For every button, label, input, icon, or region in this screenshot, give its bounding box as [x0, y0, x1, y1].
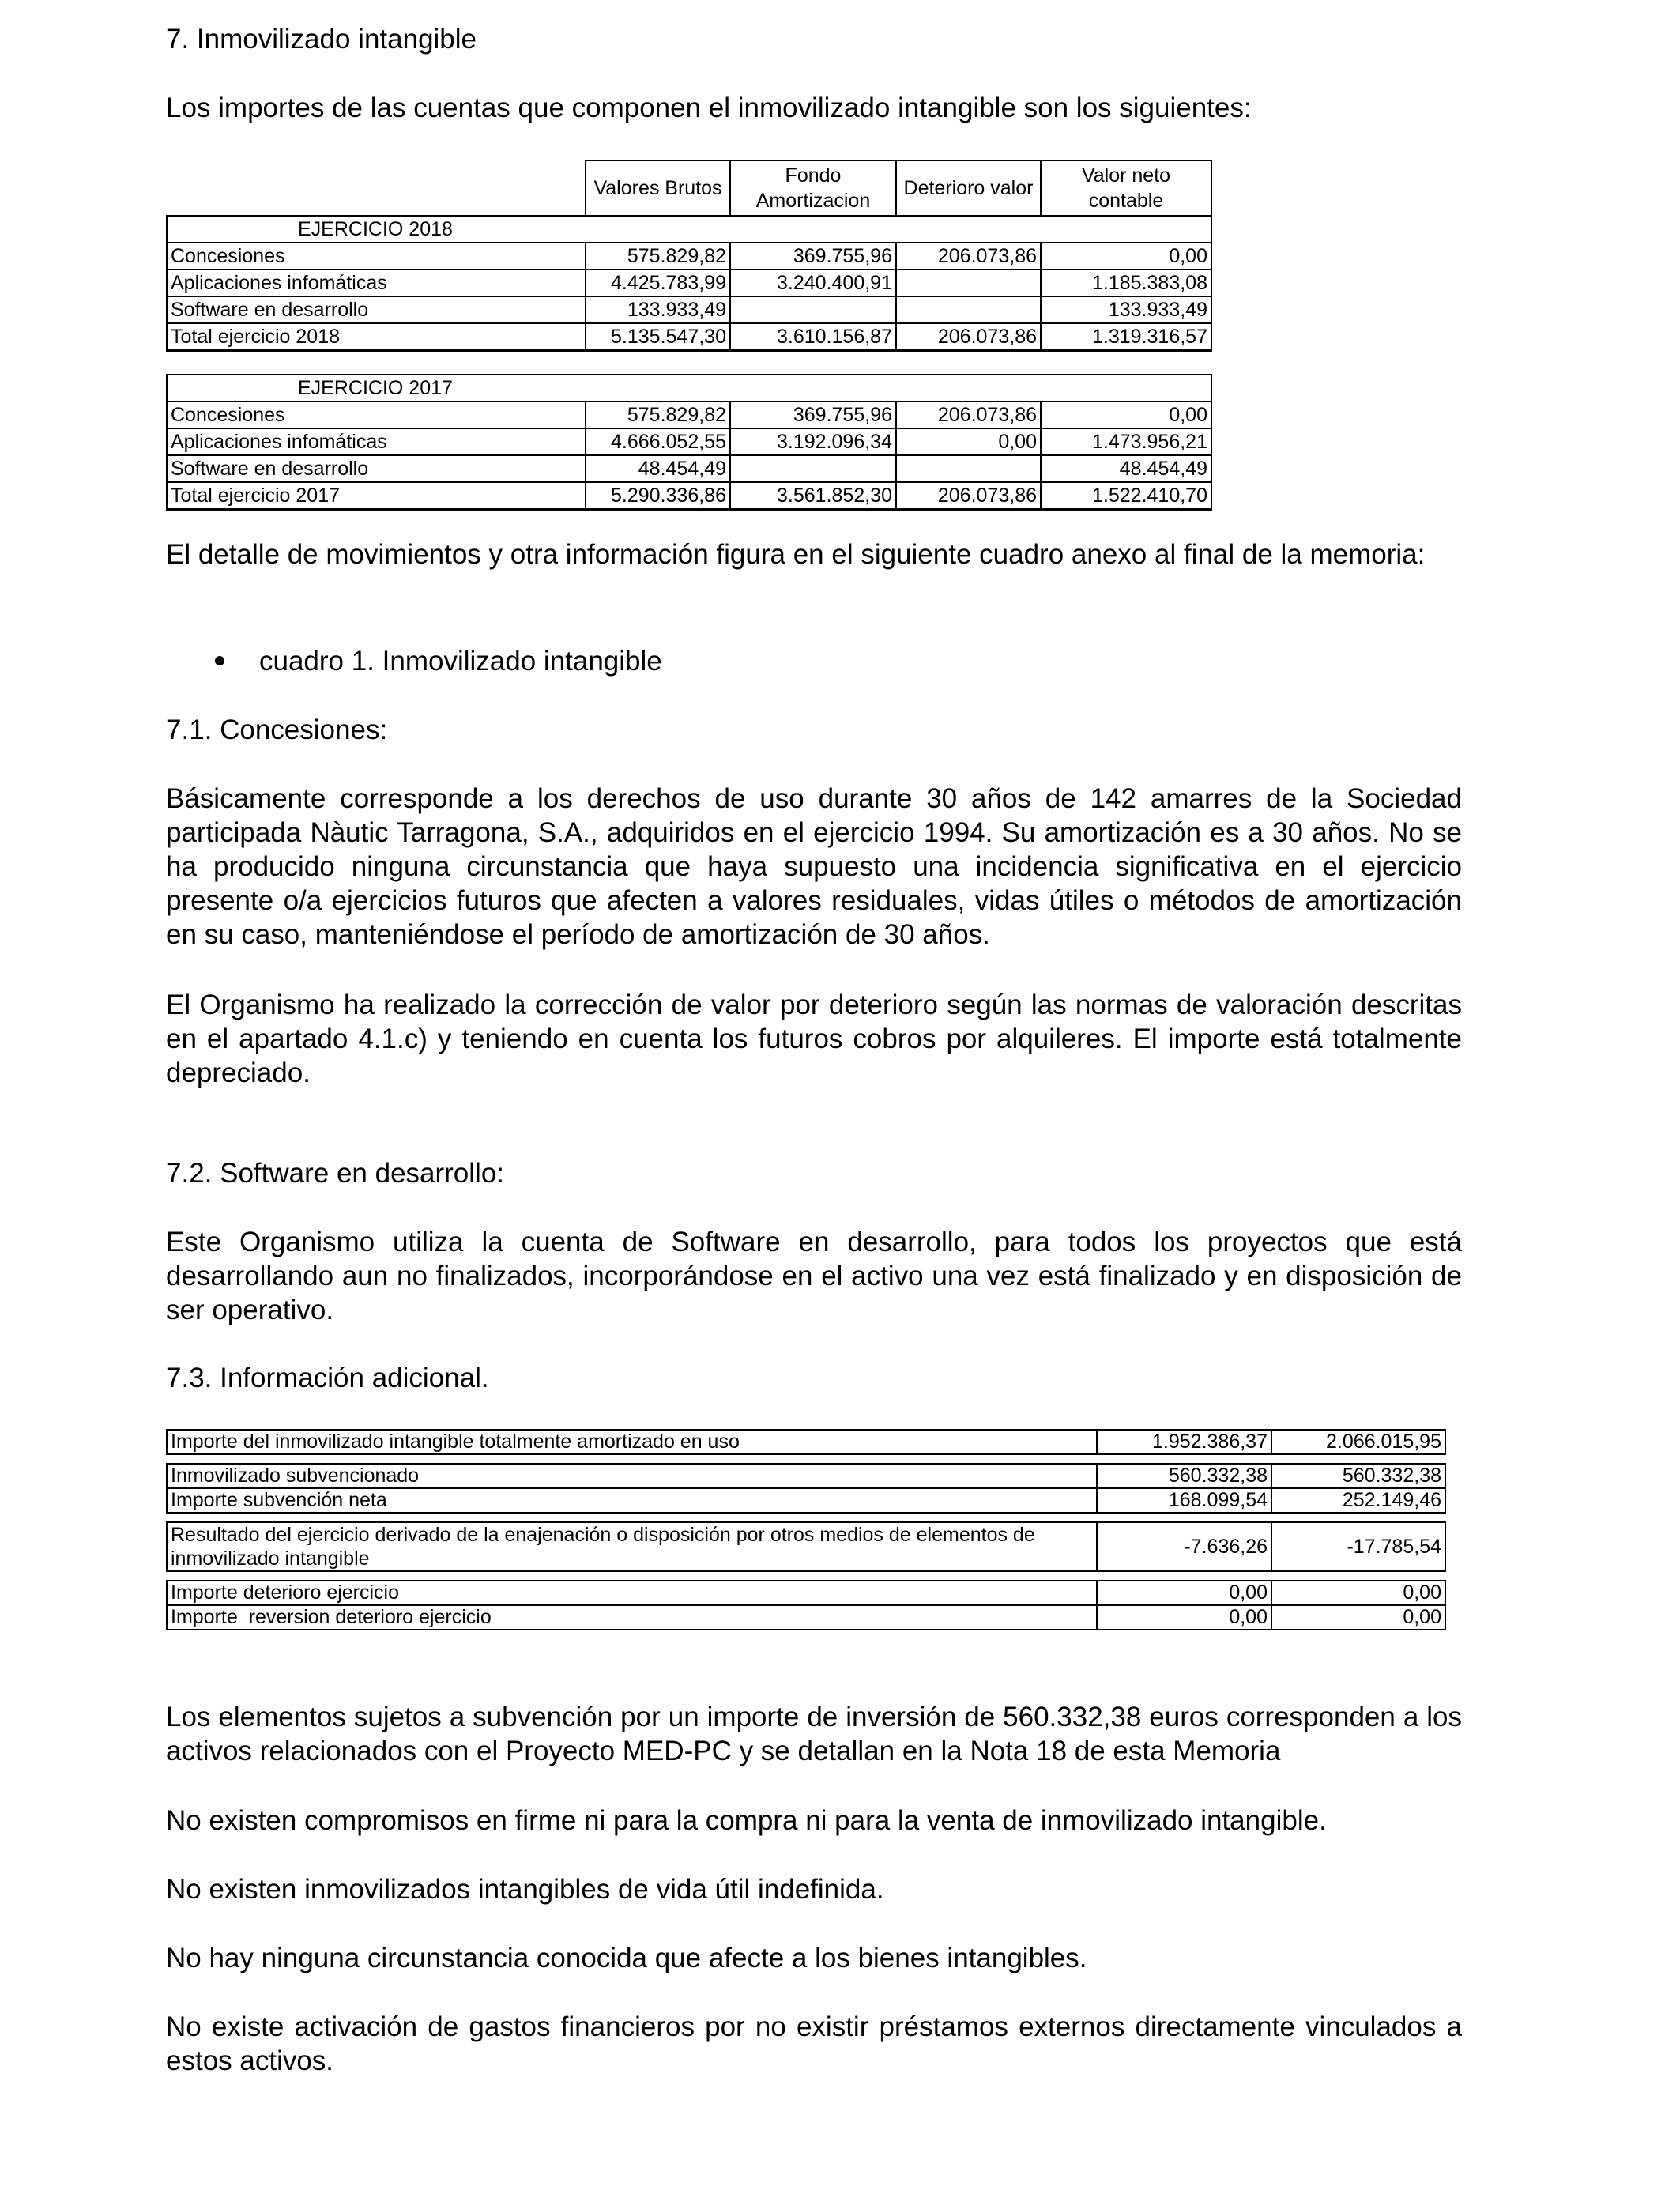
cell-value: 560.332,38 [1097, 1464, 1271, 1488]
bullet-list-item [215, 644, 662, 679]
cell-value: 206.073,86 [896, 401, 1041, 428]
cell-value: 0,00 [1271, 1581, 1445, 1605]
intro-paragraph: Los importes de las cuentas que componen el inmovilizado intangible son los siguientes: [166, 92, 1252, 123]
header-valores-brutos: Valores Brutos [586, 160, 730, 216]
vida-util-paragraph: No existen inmovilizados intangibles de vida útil indefinida. [166, 1874, 884, 1905]
cell-value: 1.522.410,70 [1041, 482, 1211, 510]
spacer-cell [167, 1513, 1445, 1522]
cell-value: 206.073,86 [896, 243, 1041, 270]
intangible-assets-table [166, 160, 1212, 511]
software-paragraph: Este Organismo utiliza la cuenta de Software en desarrollo, para todos los proyectos que está desarrollando aun no finalizados, incorporándose en el activo una vez está finalizado y en disposición de ser operativo. [166, 1227, 1462, 1325]
table-row [167, 455, 1211, 482]
cell-value: 206.073,86 [896, 482, 1041, 510]
section-title-row [167, 216, 1211, 243]
cell-value: 575.829,82 [586, 401, 730, 428]
spacer-cell [167, 1571, 1445, 1581]
table-row [167, 270, 1211, 296]
cell-value [730, 296, 896, 323]
table-total-row [167, 482, 1211, 510]
cell-value: 369.755,96 [730, 401, 896, 428]
table-row [167, 401, 1211, 428]
concesiones-paragraph-1: Básicamente corresponde a los derechos de uso durante 30 años de 142 amarres de la Sociedad participada Nàutic Tarragona, S.A., adquiridos en el ejercicio 1994. Su amortización es a 30 años. No se ha producido ninguna circunstancia que haya supuesto una incidencia significativa en el ejercicio presente o/a ejercicios futuros que afecten a valores residuales, vidas útiles o métodos de amortización en su caso, manteniéndose el período de amortización de 30 años. [166, 783, 1462, 950]
table-row [167, 296, 1211, 323]
row-label: Concesiones [167, 243, 586, 270]
cell-value: 3.561.852,30 [730, 482, 896, 510]
table-row [167, 1605, 1445, 1630]
cell-value: 133.933,49 [1041, 296, 1211, 323]
table-spacer-row [167, 1571, 1445, 1581]
cell-value: 4.425.783,99 [586, 270, 730, 296]
cell-value: 0,00 [1271, 1605, 1445, 1630]
cell-value: 1.319.316,57 [1041, 323, 1211, 351]
cell-value [896, 270, 1041, 296]
table-row [167, 1464, 1445, 1488]
section-heading-7-2: 7.2. Software en desarrollo: [166, 1158, 505, 1189]
cell-value: 5.290.336,86 [586, 482, 730, 510]
table-row [167, 1522, 1445, 1571]
spacer-cell [167, 351, 1211, 375]
cell-value: 206.073,86 [896, 323, 1041, 351]
header-blank-cell [167, 160, 586, 216]
cell-value: 168.099,54 [1097, 1488, 1271, 1513]
cell-value: 48.454,49 [1041, 455, 1211, 482]
table-total-row [167, 323, 1211, 351]
cell-value: 3.192.096,34 [730, 428, 896, 455]
row-label: Software en desarrollo [167, 296, 586, 323]
table-header-row [167, 160, 1211, 216]
detail-paragraph: El detalle de movimientos y otra información figura en el siguiente cuadro anexo al final de la memoria: [166, 539, 1426, 570]
cell-value [730, 455, 896, 482]
section-title-2018: EJERCICIO 2018 [167, 216, 1211, 243]
bullet-icon [215, 656, 224, 665]
cell-value: -17.785,54 [1271, 1522, 1445, 1571]
cell-value: 0,00 [1097, 1581, 1271, 1605]
row-label: Aplicaciones infomáticas [167, 428, 586, 455]
table-row [167, 1430, 1445, 1454]
spacer-cell [167, 1454, 1445, 1464]
cell-value: 0,00 [1041, 401, 1211, 428]
section-heading-7-3: 7.3. Información adicional. [166, 1363, 489, 1393]
compromisos-paragraph: No existen compromisos en firme ni para la compra ni para la venta de inmovilizado intangible. [166, 1805, 1327, 1836]
concesiones-paragraph-2: El Organismo ha realizado la corrección de valor por deterioro según las normas de valoración descritas en el apartado 4.1.c) y teniendo en cuenta los futuros cobros por alquileres. El importe está totalmente depreciado. [166, 990, 1462, 1088]
bullet-text: cuadro 1. Inmovilizado intangible [259, 646, 662, 677]
row-label: Software en desarrollo [167, 455, 586, 482]
section-title-2017: EJERCICIO 2017 [167, 375, 1211, 401]
additional-info-table [166, 1429, 1446, 1630]
cell-value: 0,00 [1041, 243, 1211, 270]
cell-value: 133.933,49 [586, 296, 730, 323]
row-label: Total ejercicio 2018 [167, 323, 586, 351]
cell-value [896, 296, 1041, 323]
cell-value: 1.473.956,21 [1041, 428, 1211, 455]
gastos-paragraph: No existe activación de gastos financieros por no existir préstamos externos directamente vinculados a estos activos. [166, 2011, 1462, 2076]
row-label: Resultado del ejercicio derivado de la enajenación o disposición por otros medios de elementos de inmovilizado intangible [167, 1522, 1097, 1571]
row-label: Importe reversion deterioro ejercicio [167, 1605, 1097, 1630]
row-label: Inmovilizado subvencionado [167, 1464, 1097, 1488]
table-row [167, 1581, 1445, 1605]
table-row [167, 428, 1211, 455]
header-deterioro-valor: Deterioro valor [896, 160, 1041, 216]
cell-value: 2.066.015,95 [1271, 1430, 1445, 1454]
row-label: Importe deterioro ejercicio [167, 1581, 1097, 1605]
cell-value: 252.149,46 [1271, 1488, 1445, 1513]
row-label: Importe del inmovilizado intangible totalmente amortizado en uso [167, 1430, 1097, 1454]
table-spacer-row [167, 1513, 1445, 1522]
row-label: Total ejercicio 2017 [167, 482, 586, 510]
row-label: Concesiones [167, 401, 586, 428]
circunstancia-paragraph: No hay ninguna circunstancia conocida que afecte a los bienes intangibles. [166, 1943, 1087, 1973]
cell-value: 560.332,38 [1271, 1464, 1445, 1488]
cell-value: 5.135.547,30 [586, 323, 730, 351]
section-heading-7: 7. Inmovilizado intangible [166, 24, 477, 55]
cell-value: 48.454,49 [586, 455, 730, 482]
cell-value: 1.185.383,08 [1041, 270, 1211, 296]
cell-value: 369.755,96 [730, 243, 896, 270]
cell-value: 0,00 [896, 428, 1041, 455]
subvencion-paragraph: Los elementos sujetos a subvención por un importe de inversión de 560.332,38 euros corresponden a los activos relacionados con el Proyecto MED-PC y se detallan en la Nota 18 de esta Memoria [166, 1702, 1462, 1766]
cell-value: 3.610.156,87 [730, 323, 896, 351]
table-row [167, 1488, 1445, 1513]
cell-value: 1.952.386,37 [1097, 1430, 1271, 1454]
cell-value: 3.240.400,91 [730, 270, 896, 296]
row-label: Aplicaciones infomáticas [167, 270, 586, 296]
cell-value: 4.666.052,55 [586, 428, 730, 455]
section-title-row [167, 375, 1211, 401]
table-spacer-row [167, 1454, 1445, 1464]
cell-value [896, 455, 1041, 482]
cell-value: 575.829,82 [586, 243, 730, 270]
cell-value: -7.636,26 [1097, 1522, 1271, 1571]
table-row [167, 243, 1211, 270]
header-valor-neto: Valor neto contable [1041, 160, 1211, 216]
section-heading-7-1: 7.1. Concesiones: [166, 714, 388, 745]
cell-value: 0,00 [1097, 1605, 1271, 1630]
header-fondo-amortizacion: Fondo Amortizacion [730, 160, 896, 216]
row-label: Importe subvención neta [167, 1488, 1097, 1513]
table-spacer-row [167, 351, 1211, 375]
